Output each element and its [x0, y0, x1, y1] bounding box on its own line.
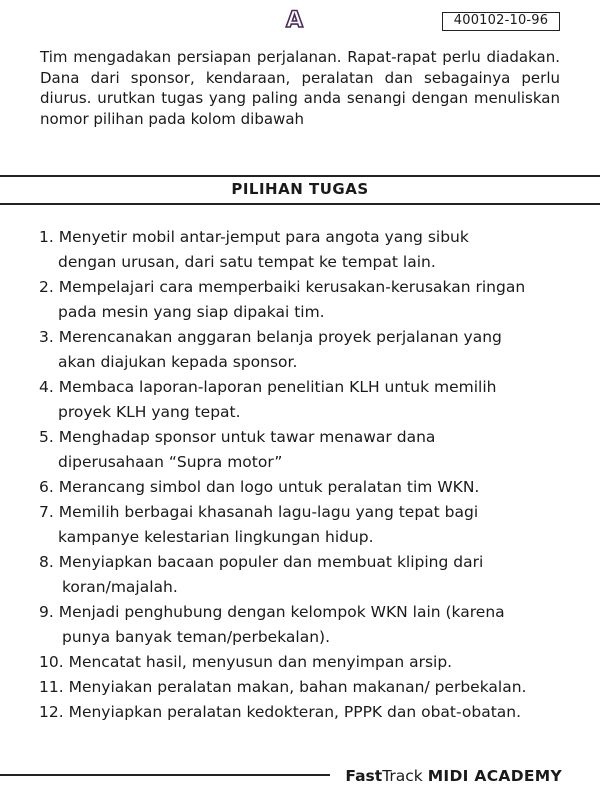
- intro-paragraph: Tim mengadakan persiapan perjalanan. Rapat-rapat perlu diadakan. Dana dari sponsor, kendaraan, peralatan dan sebagainya perlu diurus. urutkan tugas yang paling anda senangi dengan menuliskan nomor pilihan pada kolom dibawah: [40, 48, 560, 128]
- task-line: 2. Mempelajari cara memperbaiki kerusakan-kerusakan ringan: [39, 278, 526, 296]
- task-line-continued: dengan urusan, dari satu tempat ke tempat lain.: [58, 253, 436, 271]
- task-line: 9. Menjadi penghubung dengan kelompok WKN lain (karena: [39, 603, 505, 621]
- task-item-5: [39, 425, 579, 475]
- task-line: 4. Membaca laporan-laporan penelitian KLH untuk memilih: [39, 378, 497, 396]
- brand-academy: MIDI ACADEMY: [427, 767, 562, 785]
- task-item-10: [39, 650, 579, 675]
- footer-rule: [0, 774, 330, 776]
- task-line: 12. Menyiapkan peralatan kedokteran, PPPK dan obat-obatan.: [39, 703, 522, 721]
- task-item-4: [39, 375, 579, 425]
- task-item-7: [39, 500, 579, 550]
- section-bottom-rule: [0, 203, 600, 205]
- task-item-1: [39, 225, 579, 275]
- footer-brand: [345, 766, 562, 786]
- task-line: 6. Merancang simbol dan logo untuk peralatan tim WKN.: [39, 478, 480, 496]
- task-line-continued: akan diajukan kepada sponsor.: [58, 353, 298, 371]
- task-line: 5. Menghadap sponsor untuk tawar menawar dana: [39, 428, 436, 446]
- brand-fast: Fast: [345, 767, 383, 785]
- task-line: 1. Menyetir mobil antar-jemput para angota yang sibuk: [39, 228, 469, 246]
- task-item-12: [39, 700, 579, 725]
- task-line: 7. Memilih berbagai khasanah lagu-lagu yang tepat bagi: [39, 503, 479, 521]
- task-item-8: [39, 550, 579, 600]
- task-line: 8. Menyiapkan bacaan populer dan membuat kliping dari: [39, 553, 484, 571]
- task-line-continued: proyek KLH yang tepat.: [58, 403, 241, 421]
- task-line-continued: kampanye kelestarian lingkungan hidup.: [58, 528, 374, 546]
- task-item-9: [39, 600, 579, 650]
- task-line: 3. Merencanakan anggaran belanja proyek perjalanan yang: [39, 328, 502, 346]
- task-list: [39, 225, 579, 725]
- task-item-2: [39, 275, 579, 325]
- document-code: 400102-10-96: [442, 12, 560, 31]
- task-line-continued: punya banyak teman/perbekalan).: [62, 628, 331, 646]
- task-line: 11. Menyiakan peralatan makan, bahan makanan/ perbekalan.: [39, 678, 527, 696]
- section-title: PILIHAN TUGAS: [231, 180, 369, 198]
- brand-track: Track: [382, 767, 423, 785]
- task-item-11: [39, 675, 579, 700]
- section-top-rule: [0, 175, 600, 177]
- variant-letter: A: [286, 8, 304, 33]
- task-line: 10. Mencatat hasil, menyusun dan menyimpan arsip.: [39, 653, 453, 671]
- task-item-3: [39, 325, 579, 375]
- task-line-continued: diperusahaan “Supra motor”: [58, 453, 283, 471]
- task-line-continued: pada mesin yang siap dipakai tim.: [58, 303, 325, 321]
- task-line-continued: koran/majalah.: [62, 578, 178, 596]
- task-item-6: [39, 475, 579, 500]
